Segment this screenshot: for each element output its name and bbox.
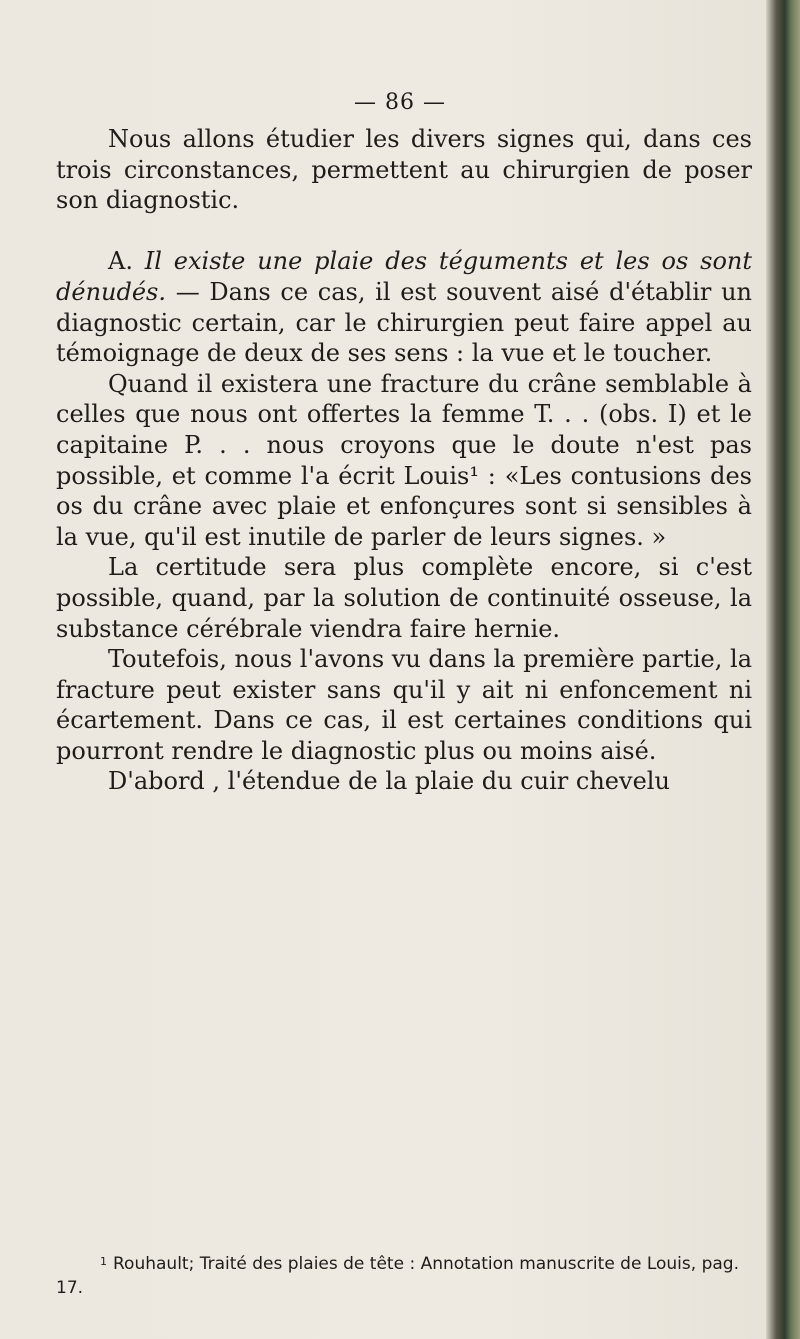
paragraph-certitude: La certitude sera plus complète encore, si c'est possible, quand, par la solution de continuité osseuse, la substance cérébrale viendra faire hernie. xyxy=(56,553,752,643)
paragraph-toutefois: Toutefois, nous l'avons vu dans la première partie, la fracture peut exister sans qu'il y ait ni enfoncement ni écartement. Dans ce cas, il est certaines conditions qui pourront rendre le diagnostic plus ou moins aisé. xyxy=(56,645,753,765)
section-heading: Il existe une plaie des téguments et les os sont dénudés. xyxy=(56,247,752,306)
page-number: — 86 — xyxy=(354,90,446,115)
paragraph-dabord: D'abord , l'étendue de la plaie du cuir chevelu xyxy=(108,767,670,796)
footnote-marker: 1 xyxy=(100,1255,107,1268)
paragraph-intro: Nous allons étudier les divers signes qui, dans ces trois circonstances, permettent au chirurgien de poser son diagnostic. xyxy=(56,125,752,215)
section-a-text: — Dans ce cas, il est souvent aisé d'établir un diagnostic certain, car le chirurgien peut faire appel au témoignage de deux de ses sens : la vue et le toucher. xyxy=(56,277,752,368)
paragraph-section-a xyxy=(56,246,752,368)
book-binding-edge xyxy=(766,0,800,1339)
paragraph-fracture: Quand il existera une fracture du crâne semblable à celles que nous ont offertes la femme T. . . (obs. I) et le capitaine P. . . nous croyons que le doute n'est pas possible, et comme l'a écrit Louis¹ : «Les contusions des os du crâne avec plaie et enfonçures sont si sensibles à la vue, qu'il est inutile de parler de leurs signes. » xyxy=(56,369,752,551)
footnote xyxy=(56,1250,752,1300)
body-text xyxy=(56,124,752,797)
footnote-text: Rouhault; Traité des plaies de tête : Annotation manuscrite de Louis, pag. 17. xyxy=(56,1254,739,1298)
section-letter: A. xyxy=(108,247,145,276)
